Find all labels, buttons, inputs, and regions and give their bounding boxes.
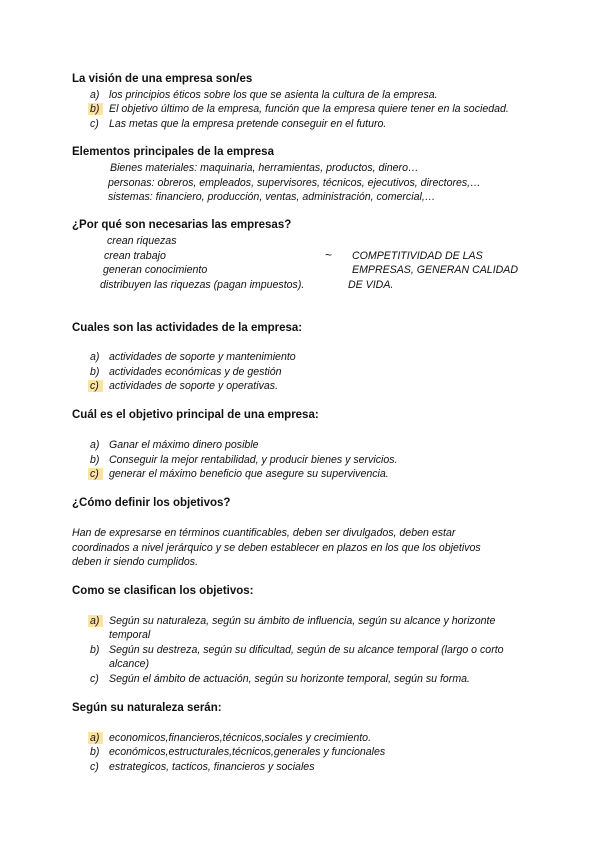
paragraph-line: coordinados a nivel jerárquico y se deben establecer en plazos en los que los objetivos [72,542,481,554]
option-text: Las metas que la empresa pretende conseguir en el futuro. [109,118,387,130]
section-title: La visión de una empresa son/es [72,73,253,85]
option-text-continued: alcance) [109,658,150,670]
side-text-line: COMPETITIVIDAD DE LAS [352,250,483,262]
option-marker: b) [90,746,100,758]
tilde-symbol: ~ [325,248,333,262]
section-title: Cuál es el objetivo principal de una empresa: [72,409,319,421]
side-text-line: EMPRESAS, GENERAN CALIDAD [352,264,519,276]
side-text-line: DE VIDA. [348,279,394,291]
text-line: personas: obreros, empleados, supervisores, técnicos, ejecutivos, directores,… [108,177,481,189]
option-marker: a) [90,89,100,101]
option-marker: a) [90,351,100,363]
option-marker: c) [90,673,99,685]
option-text: actividades de soporte y mantenimiento [109,351,296,363]
section-title: Cuales son las actividades de la empresa: [72,322,303,334]
text-line: generan conocimiento [103,264,208,276]
section-title: ¿Por qué son necesarias las empresas? [72,219,292,231]
section-title: Como se clasifican los objetivos: [72,585,254,597]
text-line: crean trabajo [104,250,166,262]
section-title: ¿Cómo definir los objetivos? [72,497,231,509]
paragraph-line: Han de expresarse en términos cuantificables, deben ser divulgados, deben estar [72,527,456,539]
section-title: Elementos principales de la empresa [72,146,274,158]
option-marker: a) [88,732,103,744]
option-marker: c) [88,468,103,480]
option-marker: c) [90,761,99,773]
option-text: actividades económicas y de gestión [109,366,282,378]
paragraph-line: deben ir siendo cumplidos. [72,556,199,568]
option-marker: b) [90,454,100,466]
option-text: Según su destreza, según su dificultad, según de su alcance temporal (largo o corto [109,644,504,656]
text-line: crean riquezas [107,235,177,247]
option-text: Según el ámbito de actuación, según su horizonte temporal, según su forma. [109,673,470,685]
option-marker: a) [88,615,103,627]
option-marker: a) [90,439,100,451]
option-text: actividades de soporte y operativas. [109,380,279,392]
option-text: económicos,estructurales,técnicos,generales y funcionales [109,746,386,758]
option-marker: b) [90,644,100,656]
text-line: distribuyen las riquezas (pagan impuestos). [100,279,305,291]
option-text: generar el máximo beneficio que asegure su supervivencia. [109,468,389,480]
option-text: Según su naturaleza, según su ámbito de influencia, según su alcance y horizonte [109,615,496,627]
option-text: economicos,financieros,técnicos,sociales y crecimiento. [109,732,372,744]
text-line: sistemas: financiero, producción, ventas, administración, comercial,… [108,191,436,203]
option-text: Ganar el máximo dinero posible [109,439,259,451]
option-text: El objetivo último de la empresa, función que la empresa quiere tener en la sociedad. [109,103,509,115]
option-text: los principios éticos sobre los que se asienta la cultura de la empresa. [109,89,438,101]
text-line: Bienes materiales: maquinaria, herramientas, productos, dinero… [110,162,419,174]
section-title: Según su naturaleza serán: [72,702,222,714]
option-text-continued: temporal [109,629,151,641]
option-text: Conseguir la mejor rentabilidad, y producir bienes y servicios. [109,454,398,466]
option-marker: b) [88,103,103,115]
option-marker: c) [90,118,99,130]
option-marker: b) [90,366,100,378]
option-marker: c) [88,380,103,392]
option-text: estrategicos, tacticos, financieros y sociales [109,761,315,773]
